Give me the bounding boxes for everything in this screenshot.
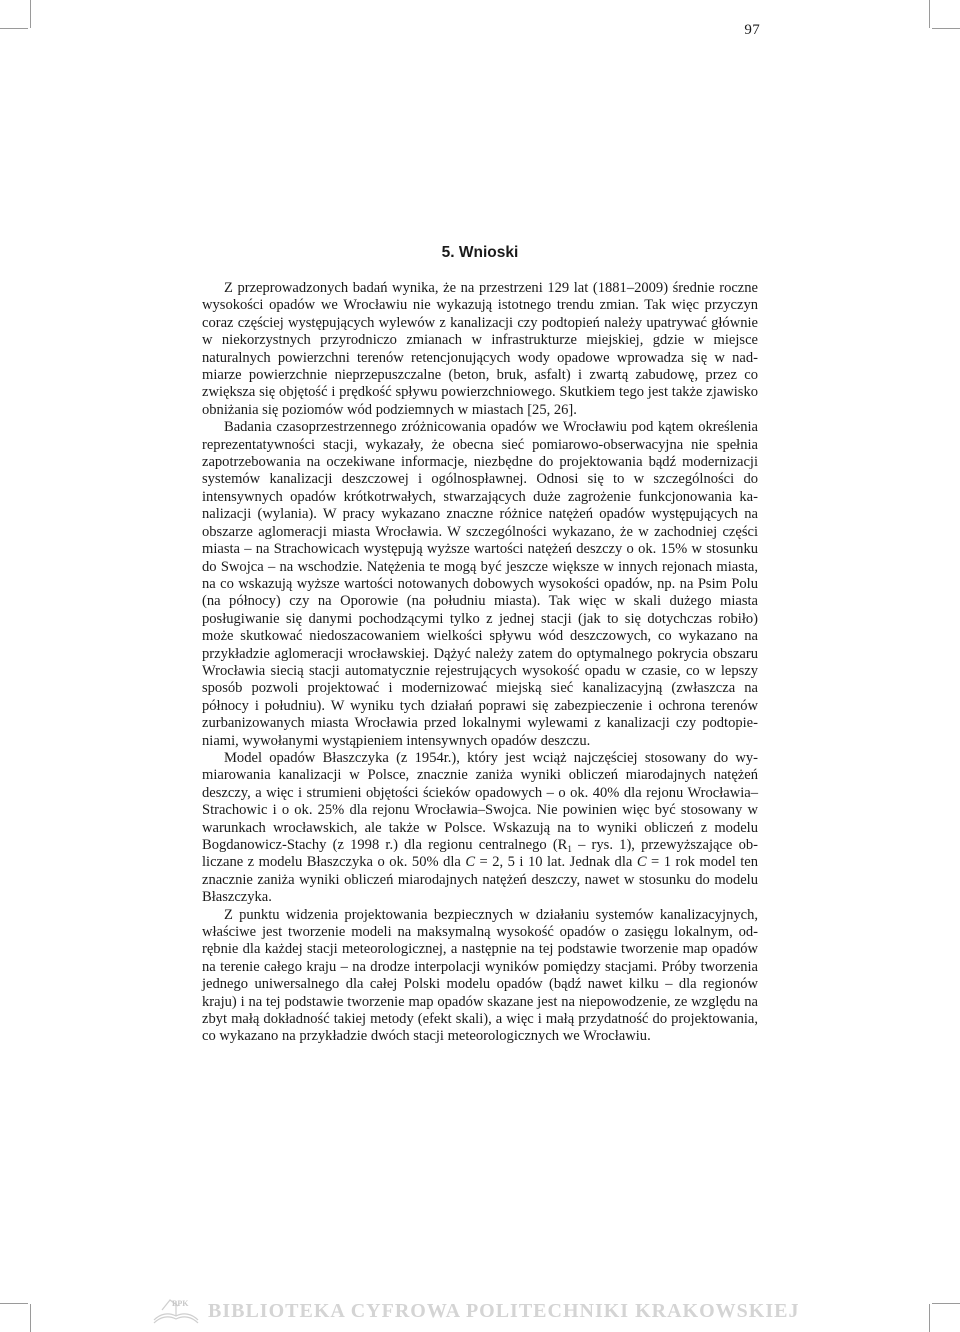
crop-mark (30, 1304, 31, 1332)
library-name: BIBLIOTEKA CYFROWA POLITECHNIKI KRAKOWSKIEJ (208, 1300, 800, 1322)
paragraph: Z punktu widzenia projektowania bezpiecznych w działaniu systemów kanalizacyjnych, właściwe jest tworzenie modeli na maksymalną wysokość opadów o zasięgu lokalnym, odrębnie dla każdej stacji meteorologicznej, a następnie na tej podstawie tworzenie map opadów na terenie całego kraju – na drodze interpolacji wyników pomiędzy stacjami. Próby tworzenia jednego uniwersalnego dla całej Polski modelu opadów (bądź nawet kilku – dla regionów kraju) i na tej podstawie tworzenie map opadów skazane jest na niepowodzenie, ze względu na zbyt małą dokładność takiej metody (efekt skali), a więc i małą przydatność do projektowania, co wykazano na przykładzie dwóch stacji meteorologicznych we Wrocławiu. (202, 906, 758, 1045)
variable-c: C (465, 854, 476, 871)
crop-mark (0, 1303, 28, 1304)
crop-mark (932, 28, 960, 29)
paragraph-text: – rys. 1), przewyższające obliczane z modelu Błaszczyka o ok. 50% dla (202, 837, 758, 871)
library-footer (150, 1288, 810, 1328)
page-number: 97 (744, 22, 760, 38)
crop-mark (30, 0, 31, 28)
paragraph: Z przeprowadzonych badań wynika, że na przestrzeni 129 lat (1881–2009) średnie roczne wysokości opadów we Wrocławiu nie wykazują istotnego trendu zmian. Tak więc przyczyn coraz częściej występujących wylewów z kanalizacji czy podtopień należy upatrywać głównie w niekorzystnych przyrodniczo zmianach w infrastrukturze miejskiej, gdzie w miejsce naturalnych powierzchni terenów retencjonujących wody opadowe wprowadza się w nadmiarze powierzchnie nieprzepuszczalne (beton, bruk, asfalt) i zwartą zabudowę, przez co zwiększa się objętość i prędkość spływu powierzchniowego. Skutkiem tego jest także zjawisko obniżania się poziomów wód podziemnych w miastach [25, 26]. (202, 280, 758, 418)
crop-mark (929, 0, 930, 28)
subscript: 1 (567, 844, 572, 854)
logo-text: BPK (172, 1299, 189, 1308)
paragraph-text: = 1 rok model ten znacznie zaniża wyniki obliczeń miarodajnych natężeń deszczy, nawet w stosunku do modelu Błaszczyka. (202, 854, 758, 906)
paragraph (202, 750, 758, 907)
paragraph: Badania czasoprzestrzennego zróżnicowania opadów we Wrocławiu pod kątem określenia reprezentatywności stacji, wykazały, że obecna sieć pomiarowo-obserwacyjna nie spełnia zapotrzebowania na oczekiwane informacje, niezbędne do projektowania bądź modernizacji systemów kanalizacji deszczowej i ogólnospławnej. Odnosi się to w szczególności do intensywnych opadów krótkotrwałych, stwarzających duże zagrożenie funkcjonowania kanalizacji (wylania). W pracy wykazano znaczne różnice natężeń opadów występujących na obszarze aglomeracji miasta Wrocławia. W szczególności wykazano, że w zachodniej części miasta – na Strachowicach występują wyższe wartości natężeń deszczy o ok. 15% w stosunku do Swojca – na wschodzie. Natężenia te mogą być jeszcze większe w innych rejonach miasta, na co wskazują wyższe wartości notowanych dobowych wysokości opadów, np. na Psim Polu (na północy) czy na Oporowie (na południu miasta). Tak więc w skali dużego miasta posługiwanie się danymi pochodzącymi tylko z jednej stacji (jak to się dotychczas robiło) może skutkować niedoszacowaniem wielkości spływu wód deszczowych, co wykazano na przykładzie aglomeracji wrocławskiej. Dążyć należy zatem do optymalnego pokrycia obszaru Wrocławia siecią stacji automatycznie rejestrujących wysokość opadu w czasie, co w lepszy sposób pozwoli projektować i modernizować miejską sieć kanalizacyjną (zwłaszcza na północy i południu). W wyniku tych działań poprawi się zabezpieczenie i ochrona terenów zurbanizowanych miasta Wrocławia przed lokalnymi wylewami z kanalizacji czy podtopieniami, wywołanymi wystąpieniem intensywnych opadów deszczu. (202, 419, 758, 749)
crop-mark (932, 1303, 960, 1304)
paragraph-text: = 2, 5 i 10 lat. Jednak dla (475, 854, 637, 871)
variable-c: C (636, 854, 647, 871)
body-text (202, 280, 758, 1046)
library-logo-icon (150, 1294, 202, 1326)
section-heading: 5. Wnioski (441, 244, 519, 261)
crop-mark (0, 28, 28, 29)
paragraph-text: Model opadów Błaszczyka (z 1954r.), który jest wciąż najczęściej stosowany do wymiarowania kanalizacji w Polsce, znacznie zaniża wyniki obliczeń miarodajnych natężeń deszczy, a więc i strumieni objętości ścieków opadowych – o ok. 40% dla rejonu Wrocławia–Strachowic i o ok. 25% dla rejonu Wrocławia–Swojca. Nie powinien więc być stosowany w warunkach wrocławskich, ale także w Polsce. Wskazują na to wyniki obliczeń z modelu Bogdanowicz-Stachy (z 1998 r.) dla regionu centralnego (R (202, 749, 758, 853)
crop-mark (929, 1304, 930, 1332)
